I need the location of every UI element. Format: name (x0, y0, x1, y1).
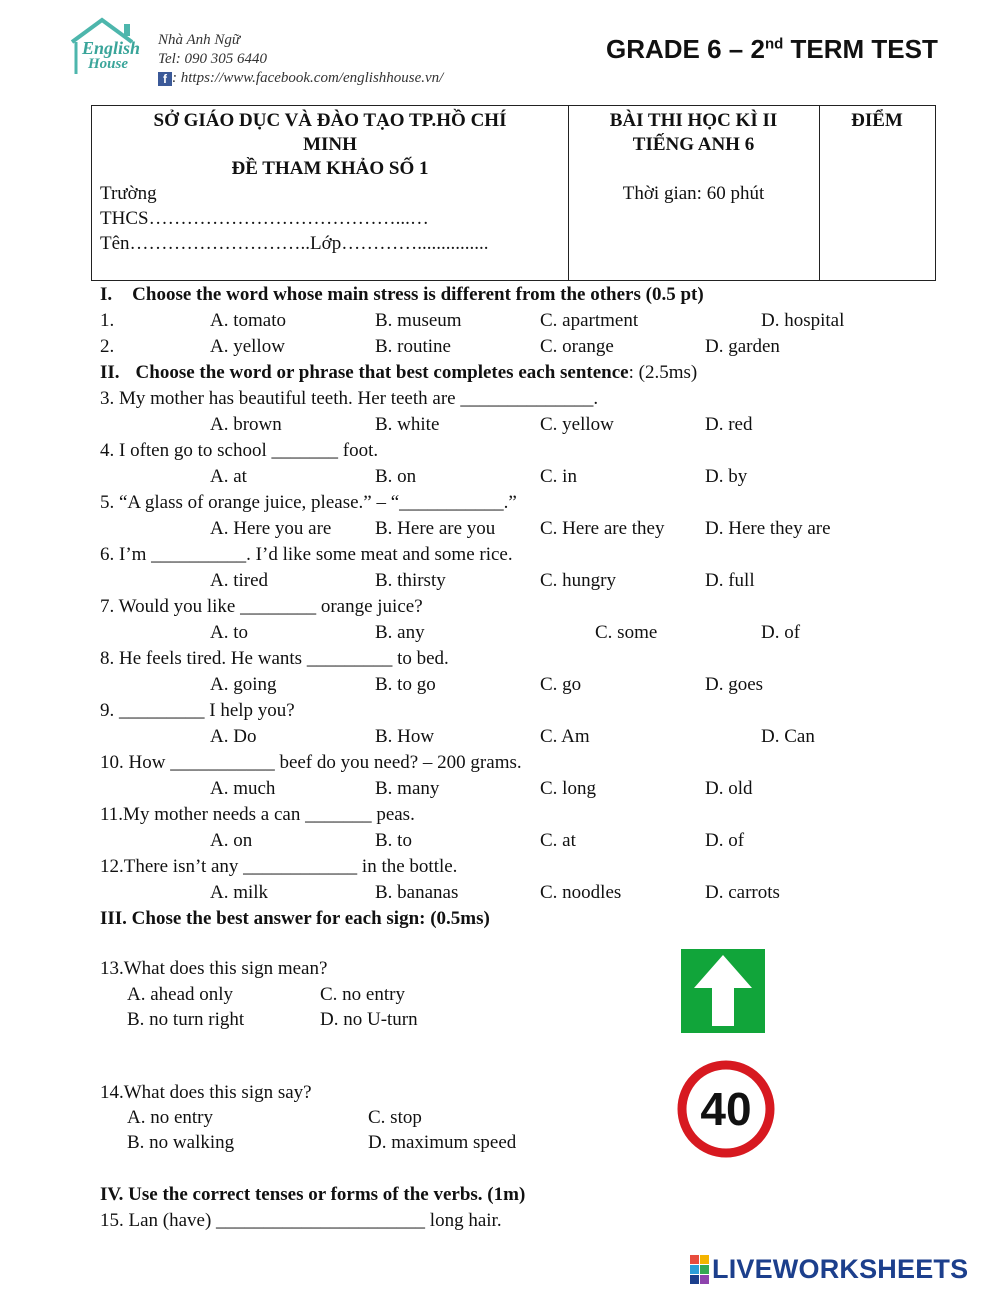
q3-stem: 3. My mother has beautiful teeth. Her teeth are ______________. (100, 388, 599, 409)
exam-title-line-2: TIẾNG ANH 6 (632, 134, 755, 155)
q14-stem: 14.What does this sign say? (100, 1082, 312, 1103)
section-3-heading: III. Chose the best answer for each sign: (0.5ms) (100, 908, 490, 929)
english-house-logo (66, 16, 140, 80)
q5-option-c[interactable]: C. Here are they (540, 518, 665, 539)
q13-option-d[interactable]: D. no U-turn (320, 1009, 418, 1030)
page-title: GRADE 6 – 2nd TERM TEST (606, 34, 938, 64)
dept-line-2: MINH (303, 134, 357, 155)
q14-option-c[interactable]: C. stop (368, 1107, 422, 1128)
section-1-heading: I. Choose the word whose main stress is different from the others (0.5 pt) (100, 284, 704, 305)
q2-option-a[interactable]: A. yellow (210, 336, 285, 357)
q2-option-c[interactable]: C. orange (540, 336, 614, 357)
q7-option-b[interactable]: B. any (375, 622, 425, 643)
q4-option-b[interactable]: B. on (375, 466, 417, 487)
q5-option-a[interactable]: A. Here you are (210, 518, 332, 539)
title-superscript: nd (764, 35, 784, 53)
q8-option-c[interactable]: C. go (540, 674, 582, 695)
q1-option-b[interactable]: B. museum (375, 310, 462, 331)
q3-option-c[interactable]: C. yellow (540, 414, 614, 435)
q2-number: 2. (100, 336, 115, 357)
q10-option-a[interactable]: A. much (210, 778, 276, 799)
exam-info-table (91, 105, 936, 281)
q4-stem: 4. I often go to school _______ foot. (100, 440, 379, 461)
q6-option-b[interactable]: B. thirsty (375, 570, 446, 591)
q8-stem: 8. He feels tired. He wants _________ to bed. (100, 648, 449, 669)
logo-text-house: House (88, 56, 129, 72)
q3-option-b[interactable]: B. white (375, 414, 440, 435)
name-class-field[interactable]: Tên………………………..Lớp…………............... (100, 233, 489, 254)
liveworksheets-brand: LIVEWORKSHEETS (712, 1253, 969, 1284)
q11-option-a[interactable]: A. on (210, 830, 253, 851)
q4-option-d[interactable]: D. by (705, 466, 748, 487)
facebook-icon: f (158, 72, 172, 86)
section-4-heading: IV. Use the correct tenses or forms of the verbs. (1m) (100, 1184, 526, 1205)
q2-option-d[interactable]: D. garden (705, 336, 780, 357)
q15-stem[interactable]: 15. Lan (have) ______________________ long hair. (100, 1210, 502, 1231)
q12-option-a[interactable]: A. milk (210, 882, 269, 903)
score-label: ĐIỂM (851, 110, 903, 131)
q1-option-a[interactable]: A. tomato (210, 310, 286, 331)
ahead-only-sign-icon (678, 946, 768, 1036)
q12-option-b[interactable]: B. bananas (375, 882, 459, 903)
score-cell[interactable] (819, 106, 935, 280)
liveworksheets-logo (690, 1253, 968, 1285)
q10-option-b[interactable]: B. many (375, 778, 440, 799)
q14-option-b[interactable]: B. no walking (127, 1132, 235, 1153)
q7-stem: 7. Would you like ________ orange juice? (100, 596, 423, 617)
q8-option-a[interactable]: A. going (210, 674, 277, 695)
dept-line-1: SỞ GIÁO DỤC VÀ ĐÀO TẠO TP.HỒ CHÍ (153, 110, 507, 131)
q5-stem: 5. “A glass of orange juice, please.” – “___________.” (100, 492, 517, 513)
q13-option-b[interactable]: B. no turn right (127, 1009, 245, 1030)
q6-stem: 6. I’m __________. I’d like some meat and some rice. (100, 544, 513, 565)
q12-option-c[interactable]: C. noodles (540, 882, 622, 903)
q9-stem: 9. _________ I help you? (100, 700, 295, 721)
school-info-cell (92, 106, 569, 280)
q1-number: 1. (100, 310, 115, 331)
contact-name: Nhà Anh Ngữ (158, 32, 241, 48)
q6-option-d[interactable]: D. full (705, 570, 755, 591)
q7-option-d[interactable]: D. of (761, 622, 801, 643)
q12-option-d[interactable]: D. carrots (705, 882, 780, 903)
exam-title-line-1: BÀI THI HỌC KÌ II (609, 110, 778, 131)
q14-option-d[interactable]: D. maximum speed (368, 1132, 517, 1153)
facebook-url: : https://www.facebook.com/englishhouse.vn/ (172, 70, 444, 86)
speed-limit-number: 40 (700, 1083, 752, 1135)
q11-stem: 11.My mother needs a can _______ peas. (100, 804, 415, 825)
school-field[interactable]: THCS…………………………………...… (100, 208, 429, 229)
contact-tel: Tel: 090 305 6440 (158, 51, 268, 67)
section-2-heading: II. Choose the word or phrase that best completes each sentence: (2.5ms) (100, 362, 698, 383)
school-label: Trường (100, 183, 157, 204)
q6-option-a[interactable]: A. tired (210, 570, 269, 591)
logo-text-english: English (82, 38, 141, 58)
q9-option-c[interactable]: C. Am (540, 726, 590, 747)
q13-stem: 13.What does this sign mean? (100, 958, 328, 979)
q8-option-d[interactable]: D. goes (705, 674, 764, 695)
q10-option-d[interactable]: D. old (705, 778, 753, 799)
q9-option-a[interactable]: A. Do (210, 726, 257, 747)
q14-option-a[interactable]: A. no entry (127, 1107, 214, 1128)
exam-time: Thời gian: 60 phút (622, 183, 765, 204)
q5-option-d[interactable]: D. Here they are (705, 518, 831, 539)
contact-facebook (158, 70, 443, 87)
exam-title-cell (568, 106, 820, 280)
q1-option-c[interactable]: C. apartment (540, 310, 639, 331)
q4-option-c[interactable]: C. in (540, 466, 577, 487)
test-number: ĐỀ THAM KHẢO SỐ 1 (231, 158, 429, 179)
q11-option-c[interactable]: C. at (540, 830, 576, 851)
q13-option-a[interactable]: A. ahead only (127, 984, 234, 1005)
q8-option-b[interactable]: B. to go (375, 674, 436, 695)
liveworksheets-blocks-icon (690, 1255, 709, 1284)
q11-option-b[interactable]: B. to (375, 830, 412, 851)
q3-option-a[interactable]: A. brown (210, 414, 282, 435)
q5-option-b[interactable]: B. Here are you (375, 518, 496, 539)
q10-option-c[interactable]: C. long (540, 778, 596, 799)
q4-option-a[interactable]: A. at (210, 466, 247, 487)
q10-stem: 10. How ___________ beef do you need? – 200 grams. (100, 752, 522, 773)
q7-option-c[interactable]: C. some (595, 622, 658, 643)
q11-option-d[interactable]: D. of (705, 830, 745, 851)
q12-stem: 12.There isn’t any ____________ in the bottle. (100, 856, 458, 877)
q7-option-a[interactable]: A. to (210, 622, 248, 643)
q9-option-d[interactable]: D. Can (761, 726, 815, 747)
q13-option-c[interactable]: C. no entry (320, 984, 405, 1005)
q2-option-b[interactable]: B. routine (375, 336, 451, 357)
q9-option-b[interactable]: B. How (375, 726, 435, 747)
q6-option-c[interactable]: C. hungry (540, 570, 616, 591)
q1-option-d[interactable]: D. hospital (761, 310, 845, 331)
q3-option-d[interactable]: D. red (705, 414, 753, 435)
speed-limit-sign-icon (677, 1060, 775, 1158)
